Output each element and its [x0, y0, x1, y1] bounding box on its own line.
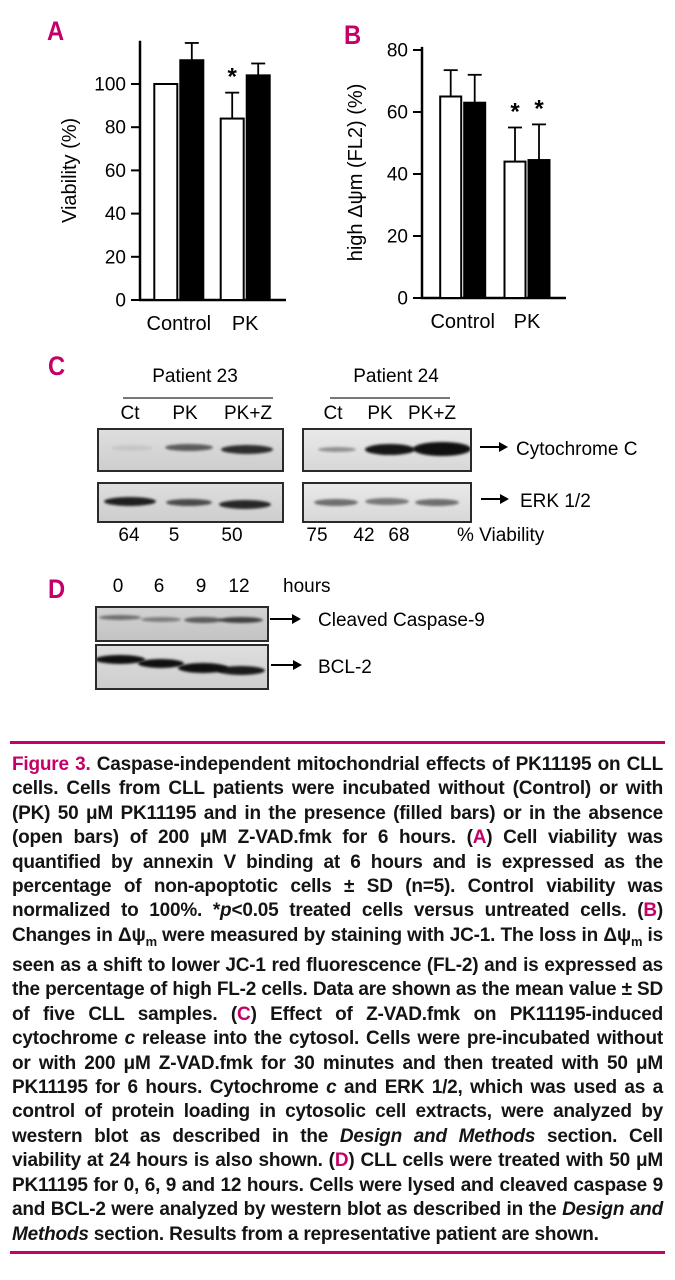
patient-24-header: Patient 24 [353, 366, 439, 387]
viability-value: 5 [168, 525, 180, 546]
svg-text:60: 60 [104, 160, 126, 182]
protein-band [219, 500, 271, 509]
protein-band [141, 617, 181, 622]
viability-value: 50 [221, 525, 243, 546]
arrow-right-icon [270, 618, 293, 620]
svg-text:Control: Control [146, 313, 212, 335]
protein-band [318, 447, 356, 452]
caption-segment: A [472, 827, 487, 849]
svg-text:20: 20 [104, 247, 126, 269]
svg-text:*: * [227, 63, 237, 91]
protein-band [166, 499, 212, 506]
lane-label-ct: Ct [323, 403, 343, 424]
svg-text:Viability (%): Viability (%) [59, 117, 81, 224]
svg-text:0: 0 [115, 290, 126, 312]
caption-segment: ) Changes in Δψ [12, 900, 663, 946]
protein-band [165, 444, 213, 451]
bar-chart-B [340, 14, 675, 350]
protein-band [111, 445, 153, 451]
blot-erk-patient23 [97, 482, 284, 523]
svg-text:20: 20 [386, 226, 408, 248]
caption-segment: Figure 3. [12, 754, 97, 775]
row-label-erk: ERK 1/2 [520, 491, 591, 512]
protein-band [138, 659, 184, 668]
patient-23-underline [123, 397, 273, 399]
protein-band [219, 617, 263, 623]
panel-a-chart [40, 14, 305, 355]
svg-text:PK: PK [231, 313, 259, 335]
caption-segment: section. Cell viability at 24 hours is also shown. ( [12, 1125, 663, 1172]
blot-cytochrome-patient23 [97, 428, 284, 472]
lane-label-pkz: PK+Z [223, 403, 273, 424]
lane-label-ct: Ct [120, 403, 140, 424]
arrow-right-icon [271, 664, 294, 666]
caption-top-rule [10, 741, 665, 744]
panel-c-label: C [48, 351, 65, 381]
protein-band [99, 615, 141, 620]
blot-bcl2 [95, 644, 269, 690]
caption-segment: ) Cell viability was quantified by annexin V binding at 6 hours and is expressed as the percentage of non-apoptotic cells ± SD (n=5). Control viability was normalized to 100%. * [12, 827, 663, 922]
timepoint-label: 9 [195, 576, 207, 597]
caption-segment: release into the cytosol. Cells were pre-incubated without or with 200 μM Z-VAD.fmk for 30 minutes and then treated with 50 μM PK11195 for 6 hours. Cytochrome [12, 1028, 664, 1099]
row-label-cleaved-caspase9: Cleaved Caspase-9 [318, 610, 485, 631]
caption-segment: B [643, 900, 657, 922]
protein-band [314, 499, 358, 506]
patient-24-underline [330, 397, 450, 399]
protein-band [184, 617, 222, 623]
viability-row-label: % Viability [457, 525, 545, 546]
blot-cleaved-caspase9 [95, 606, 269, 642]
svg-text:80: 80 [104, 117, 126, 139]
protein-band [365, 444, 415, 455]
arrow-right-icon [481, 498, 501, 500]
svg-text:80: 80 [386, 40, 408, 62]
caption-bottom-rule [10, 1251, 665, 1254]
svg-text:*: * [534, 95, 544, 123]
protein-band [415, 499, 459, 506]
caption-segment: were measured by staining with JC-1. The loss in Δψ [156, 924, 631, 946]
svg-text:high Δψm (FL2) (%): high Δψm (FL2) (%) [345, 83, 367, 262]
caption-segment: section. Results from a representative patient are shown. [88, 1223, 599, 1245]
svg-text:Control: Control [430, 311, 495, 333]
panel-b-chart [340, 14, 675, 355]
svg-text:40: 40 [386, 164, 408, 186]
svg-text:40: 40 [104, 204, 126, 226]
caption-segment: c [124, 1028, 136, 1050]
caption-segment: Design and Methods [12, 1199, 663, 1245]
patient-23-header: Patient 23 [152, 366, 238, 387]
protein-band [365, 498, 409, 505]
lane-label-pkz: PK+Z [407, 403, 457, 424]
bar-chart-A [40, 14, 305, 350]
svg-text:100: 100 [94, 74, 126, 96]
caption-segment: <0.05 treated cells versus untreated cells. ( [231, 900, 644, 922]
row-label-cytochrome-c: Cytochrome C [516, 439, 638, 460]
viability-value: 64 [118, 525, 140, 546]
svg-text:*: * [510, 98, 520, 126]
panel-a-label: A [47, 16, 64, 46]
timepoint-label: 12 [228, 576, 250, 597]
viability-value: 68 [388, 525, 410, 546]
time-unit-label: hours [283, 576, 331, 597]
caption-segment: is seen as a shift to lower JC-1 red fluorescence (FL-2) and is expressed as the percentage of high FL-2 cells. Data are shown as the mean value ± SD of five CLL samples. ( [12, 924, 663, 1025]
caption-segment: c [326, 1077, 337, 1099]
caption-segment: m [630, 933, 643, 949]
svg-text:60: 60 [386, 102, 408, 124]
timepoint-label: 6 [153, 576, 165, 597]
caption-segment: p [220, 900, 232, 922]
caption-segment: ) Effect of Z-VAD.fmk on PK11195-induced cytochrome [12, 1003, 663, 1050]
blot-erk-patient24 [302, 482, 472, 523]
figure-caption [12, 753, 663, 1247]
protein-band [221, 445, 273, 454]
caption-segment: and ERK 1/2, which was used as a control of protein loading in cytosolic cell extracts, were analyzed by western blot as described in the [12, 1077, 664, 1147]
caption-segment: D [334, 1150, 349, 1172]
svg-text:PK: PK [513, 311, 541, 333]
arrow-right-icon [480, 446, 500, 448]
caption-segment: Caspase-independent mitochondrial effects of PK11195 on CLL cells. Cells from CLL patients were incubated without (Control) or with (PK) 50 μM PK11195 and in the presence (filled bars) or in the absence (open bars) of 200 μM Z-VAD.fmk for 6 hours. ( [12, 754, 663, 849]
protein-band [217, 666, 265, 675]
panel-b-label: B [344, 20, 361, 50]
blot-cytochrome-patient24 [302, 428, 472, 472]
caption-segment: Design and Methods [339, 1125, 536, 1147]
row-label-bcl2: BCL-2 [318, 657, 372, 678]
protein-band [413, 442, 471, 456]
lane-label-pk: PK [172, 403, 198, 424]
svg-text:0: 0 [397, 288, 408, 310]
caption-segment: m [145, 933, 157, 949]
caption-segment: ) CLL cells were treated with 50 μM PK11195 for 0, 6, 9 and 12 hours. Cells were lysed and cleaved caspase 9 and BCL-2 were analyzed by western blot as described in the [12, 1150, 663, 1221]
protein-band [104, 497, 156, 506]
timepoint-label: 0 [112, 576, 124, 597]
panel-d-label: D [48, 574, 65, 604]
viability-value: 42 [353, 525, 375, 546]
caption-segment: C [237, 1003, 251, 1025]
viability-value: 75 [306, 525, 328, 546]
lane-label-pk: PK [367, 403, 393, 424]
